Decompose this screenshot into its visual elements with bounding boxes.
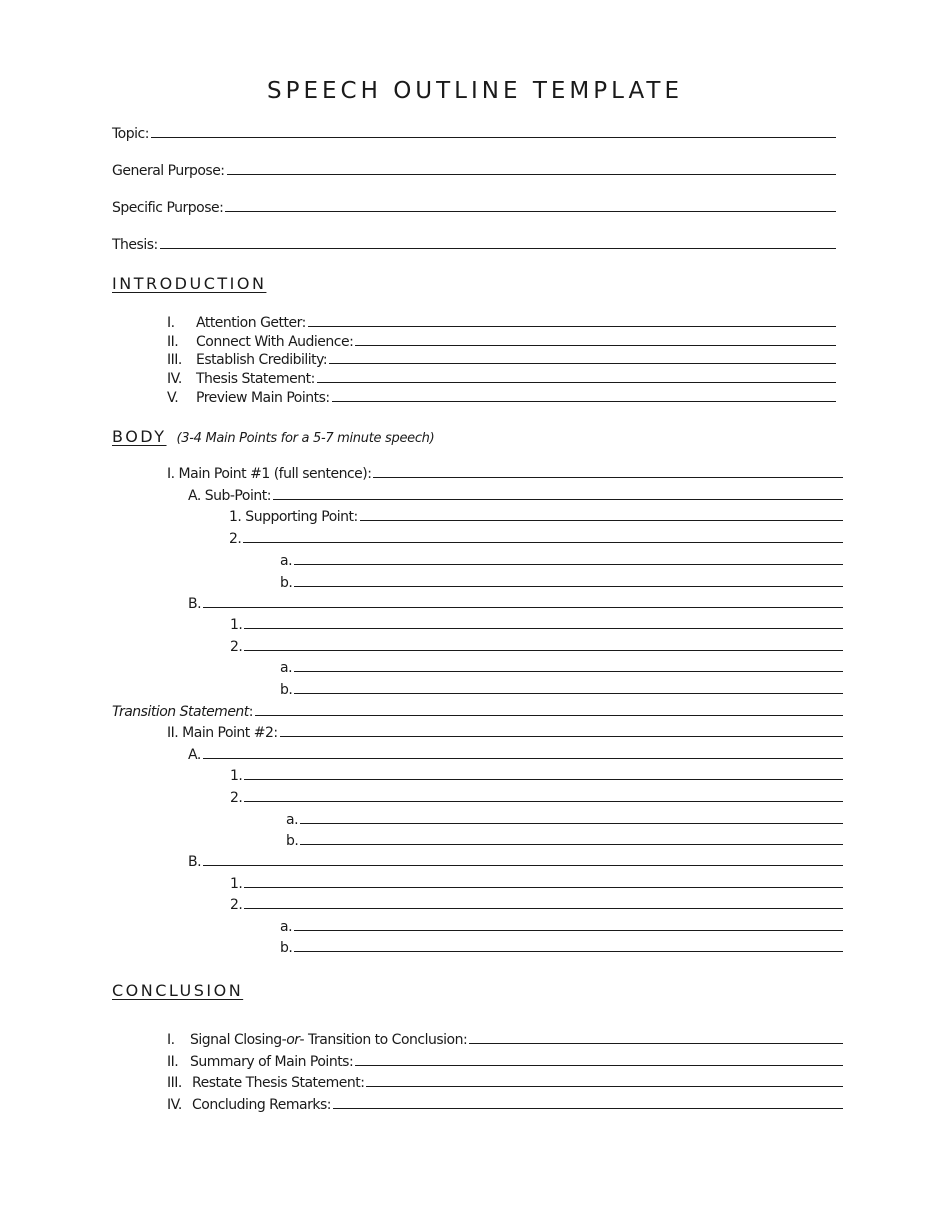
supporting-number: 2. [230, 639, 243, 655]
detail-letter: b. [280, 575, 293, 591]
detail-blank[interactable] [294, 916, 843, 931]
supporting-number: 1. [230, 617, 243, 633]
mp2-a-supporting-1[interactable] [230, 765, 843, 785]
intro-item-attention-getter[interactable] [167, 312, 836, 332]
introduction-heading: INTRODUCTION [112, 274, 267, 293]
thesis-field[interactable] [112, 234, 836, 254]
body-heading-text: BODY [112, 427, 167, 446]
conclusion-item-signal-closing[interactable] [167, 1029, 843, 1049]
detail-letter: b. [286, 833, 299, 849]
intro-item-blank[interactable] [317, 368, 836, 383]
mp2-sub-point-a[interactable] [188, 744, 843, 764]
intro-item-blank[interactable] [355, 331, 836, 346]
conclusion-item-number: II. [167, 1054, 179, 1070]
conclusion-item-label: Signal Closing- [190, 1032, 287, 1048]
detail-letter: a. [280, 919, 293, 935]
mp1-sub-point-a[interactable] [188, 485, 843, 505]
detail-letter: a. [280, 660, 293, 676]
conclusion-item-restate-thesis[interactable] [167, 1072, 843, 1092]
intro-item-connect-audience[interactable] [167, 331, 836, 351]
body-heading [112, 427, 434, 446]
supporting-blank[interactable] [244, 873, 843, 888]
intro-item-establish-credibility[interactable] [167, 349, 836, 369]
mp1-a-2-detail-b[interactable] [280, 572, 843, 592]
transition-blank[interactable] [255, 701, 843, 716]
detail-blank[interactable] [294, 657, 843, 672]
document-title: SPEECH OUTLINE TEMPLATE [267, 78, 683, 104]
conclusion-item-summary[interactable] [167, 1051, 843, 1071]
supporting-blank[interactable] [244, 765, 843, 780]
intro-item-thesis-statement[interactable] [167, 368, 836, 388]
supporting-blank[interactable] [244, 787, 843, 802]
transition-statement[interactable] [112, 701, 843, 721]
supporting-number: 2. [229, 531, 242, 547]
topic-field[interactable] [112, 123, 836, 143]
topic-blank[interactable] [151, 123, 836, 138]
intro-item-label: Thesis Statement: [196, 371, 315, 387]
sub-point-blank[interactable] [203, 851, 843, 866]
intro-item-label: Attention Getter: [196, 315, 306, 331]
supporting-point-blank[interactable] [360, 506, 843, 521]
conclusion-item-number: III. [167, 1075, 182, 1091]
detail-letter: a. [286, 812, 299, 828]
conclusion-item-number: I. [167, 1032, 175, 1048]
main-point-1[interactable] [167, 463, 843, 483]
mp2-sub-point-b[interactable] [188, 851, 843, 871]
mp1-b-supporting-1[interactable] [230, 614, 843, 634]
detail-letter: a. [280, 553, 293, 569]
thesis-blank[interactable] [160, 234, 836, 249]
main-point-2-label: II. Main Point #2: [167, 725, 278, 741]
mp2-a-supporting-2[interactable] [230, 787, 843, 807]
mp1-a-supporting-2[interactable] [229, 528, 843, 548]
mp1-a-2-detail-a[interactable] [280, 550, 843, 570]
sub-point-label: A. Sub-Point: [188, 488, 271, 504]
intro-item-number: I. [167, 315, 175, 331]
topic-label: Topic: [112, 126, 149, 142]
mp2-a-2-detail-a[interactable] [286, 809, 843, 829]
intro-item-preview-main-points[interactable] [167, 387, 836, 407]
general-purpose-field[interactable] [112, 160, 836, 180]
main-point-2-blank[interactable] [280, 722, 843, 737]
main-point-1-blank[interactable] [373, 463, 843, 478]
conclusion-item-blank[interactable] [333, 1094, 843, 1109]
intro-item-number: V. [167, 390, 179, 406]
conclusion-item-concluding-remarks[interactable] [167, 1094, 843, 1114]
conclusion-item-blank[interactable] [366, 1072, 843, 1087]
sub-point-blank[interactable] [273, 485, 843, 500]
supporting-point-label: 1. Supporting Point: [229, 509, 358, 525]
supporting-number: 1. [230, 768, 243, 784]
intro-item-label: Connect With Audience: [196, 334, 354, 350]
supporting-blank[interactable] [243, 528, 843, 543]
specific-purpose-label: Specific Purpose: [112, 200, 224, 216]
sub-point-blank[interactable] [203, 744, 843, 759]
supporting-number: 1. [230, 876, 243, 892]
mp1-b-2-detail-a[interactable] [280, 657, 843, 677]
thesis-label: Thesis: [112, 237, 158, 253]
conclusion-item-number: IV. [167, 1097, 182, 1113]
conclusion-item-label: - Transition to Conclusion: [299, 1032, 468, 1048]
transition-colon: : [248, 704, 254, 720]
sub-point-label: B. [188, 596, 202, 612]
intro-item-number: II. [167, 334, 179, 350]
detail-blank[interactable] [300, 830, 843, 845]
mp1-b-2-detail-b[interactable] [280, 679, 843, 699]
mp2-b-2-detail-b[interactable] [280, 937, 843, 957]
intro-item-blank[interactable] [332, 387, 836, 402]
sub-point-blank[interactable] [203, 593, 843, 608]
sub-point-label: A. [188, 747, 201, 763]
intro-item-blank[interactable] [308, 312, 836, 327]
detail-blank[interactable] [294, 572, 843, 587]
detail-blank[interactable] [294, 550, 843, 565]
sub-point-label: B. [188, 854, 202, 870]
intro-item-number: III. [167, 352, 182, 368]
supporting-number: 2. [230, 897, 243, 913]
conclusion-heading: CONCLUSION [112, 981, 244, 1000]
supporting-number: 2. [230, 790, 243, 806]
supporting-blank[interactable] [244, 894, 843, 909]
intro-item-label: Preview Main Points: [196, 390, 330, 406]
conclusion-item-label: Restate Thesis Statement: [192, 1075, 365, 1091]
intro-item-blank[interactable] [329, 349, 836, 364]
mp1-b-supporting-2[interactable] [230, 636, 843, 656]
specific-purpose-field[interactable] [112, 197, 836, 217]
conclusion-item-label-emphasis: or [286, 1032, 300, 1048]
supporting-blank[interactable] [244, 614, 843, 629]
general-purpose-blank[interactable] [227, 160, 836, 175]
general-purpose-label: General Purpose: [112, 163, 225, 179]
mp2-b-supporting-2[interactable] [230, 894, 843, 914]
intro-item-number: IV. [167, 371, 182, 387]
detail-letter: b. [280, 682, 293, 698]
main-point-1-label: I. Main Point #1 (full sentence): [167, 466, 372, 482]
mp2-b-supporting-1[interactable] [230, 873, 843, 893]
main-point-2[interactable] [167, 722, 843, 742]
mp1-a-supporting-1[interactable] [229, 506, 843, 526]
conclusion-item-blank[interactable] [469, 1029, 843, 1044]
conclusion-item-label: Summary of Main Points: [190, 1054, 354, 1070]
intro-item-label: Establish Credibility: [196, 352, 328, 368]
detail-blank[interactable] [300, 809, 843, 824]
supporting-blank[interactable] [244, 636, 843, 651]
body-note: (3-4 Main Points for a 5-7 minute speech) [176, 431, 435, 446]
conclusion-item-label: Concluding Remarks: [192, 1097, 331, 1113]
detail-letter: b. [280, 940, 293, 956]
mp2-b-2-detail-a[interactable] [280, 916, 843, 936]
detail-blank[interactable] [294, 937, 843, 952]
conclusion-item-blank[interactable] [355, 1051, 843, 1066]
detail-blank[interactable] [294, 679, 843, 694]
transition-label: Transition Statement [112, 704, 249, 720]
specific-purpose-blank[interactable] [225, 197, 836, 212]
mp2-a-2-detail-b[interactable] [286, 830, 843, 850]
mp1-sub-point-b[interactable] [188, 593, 843, 613]
